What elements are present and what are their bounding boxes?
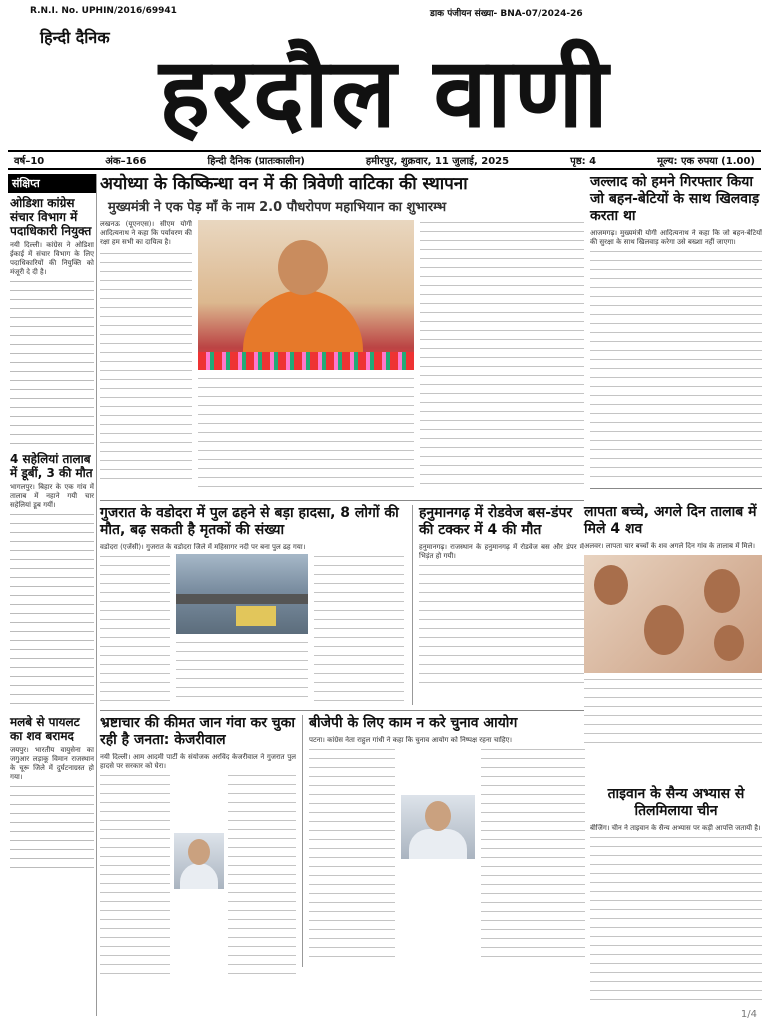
- rahul-col-2: [481, 747, 585, 965]
- dateline-pages: पृष्ठ: 4: [570, 156, 597, 167]
- dateline-place-date: हमीरपुर, शुक्रवार, 11 जुलाई, 2025: [365, 156, 510, 167]
- lead-text-body: [100, 251, 192, 481]
- brief-body-1: [10, 279, 94, 449]
- right-headline-1[interactable]: जल्लाद को हमने गिरफ्तार किया जो बहन-बेटियों के साथ खिलवाड़ करता था: [590, 174, 760, 224]
- child-4: [714, 625, 744, 661]
- bridge-story-body: [100, 554, 405, 704]
- cm-photo: [198, 220, 414, 370]
- bus-text: हनुमानगढ़। राजस्थान के हनुमानगढ़ में रोडवेज बस और डंपर में भिड़ंत हो गयी।: [419, 543, 584, 560]
- bridge-col-2: [176, 640, 308, 702]
- kejriwal-head: [188, 839, 210, 865]
- right-body-1: [590, 249, 762, 484]
- rahul-head: [425, 801, 451, 831]
- kejriwal-shirt: [180, 863, 218, 889]
- masthead: [0, 38, 769, 148]
- brief-headline-1: ओडिशा कांग्रेस संचार विभाग में पदाधिकारी नियुक्त: [10, 196, 92, 238]
- divider: [590, 488, 762, 489]
- right-text-1: आजमगढ़। मुख्यमंत्री योगी आदित्यनाथ ने कहा कि जो बहन-बेटियों की सुरक्षा के साथ खिलवाड़ करेगा उसे बख्शा नहीं जाएगा।: [590, 229, 762, 246]
- rahul-story: [302, 715, 584, 967]
- rahul-col-1: [309, 747, 395, 965]
- rahul-body: [309, 747, 584, 967]
- rahul-shirt: [409, 829, 467, 859]
- rahul-headline[interactable]: बीजेपी के लिए काम न करे चुनाव आयोग: [309, 715, 518, 731]
- lead-text: [100, 220, 192, 490]
- bus-story: [412, 505, 584, 705]
- main-area: [100, 174, 584, 1015]
- kejriwal-headline[interactable]: भ्रष्टाचार की कीमत जान गंवा कर चुका रही है जनता: केजरीवाल: [100, 715, 296, 748]
- children-photo: [584, 555, 762, 673]
- taiwan-story: [590, 786, 762, 1005]
- dateline-year: वर्ष–10: [14, 156, 45, 167]
- bridge-text: वडोदरा (एजेंसी)। गुजरात के वडोदरा जिले में महिसागर नदी पर बना पुल ढह गया।: [100, 543, 306, 551]
- right-column: [584, 174, 762, 832]
- lead-story: [100, 220, 584, 500]
- kejriwal-body: [100, 773, 296, 983]
- bridge-deck: [176, 594, 308, 604]
- masthead-title: हरदौल वाणी: [158, 37, 611, 149]
- kejriwal-col-1: [100, 773, 170, 981]
- children-body: [584, 677, 762, 747]
- taiwan-headline[interactable]: ताइवान के सैन्य अभ्यास से तिलमिलाया चीन: [607, 786, 745, 819]
- cm-face: [278, 240, 328, 295]
- kejriwal-col-2: [228, 773, 296, 981]
- story-row-3: [100, 715, 584, 1015]
- page-number: 1/4: [740, 1009, 757, 1020]
- lead-text-below-photo: [198, 376, 414, 490]
- child-2: [644, 605, 684, 655]
- kejriwal-story: [100, 715, 296, 983]
- bridge-truck: [236, 606, 276, 626]
- rni-number: R.N.I. No. UPHIN/2016/69941: [30, 6, 177, 16]
- flower-garland: [198, 352, 414, 370]
- lead-text-start: लखनऊ (यूएनएस)। सीएम योगी आदित्यनाथ ने कहा कि पर्यावरण की रक्षा हम सभी का दायित्व है।: [100, 220, 192, 246]
- lead-headline[interactable]: अयोध्या के किष्किन्धा वन में की त्रिवेणी वाटिका की स्थापना: [100, 174, 468, 194]
- rahul-photo: [401, 795, 475, 859]
- taiwan-text: बीजिंग। चीन ने ताइवान के सैन्य अभ्यास पर कड़ी आपत्ति जतायी है।: [590, 824, 761, 832]
- dateline-issue: अंक–166: [105, 156, 147, 167]
- postal-registration: डाक पंजीयन संख्या- BNA-07/2024-26: [430, 9, 583, 19]
- child-3: [704, 569, 740, 613]
- rahul-text: पटना। कांग्रेस नेता राहुल गांधी ने कहा कि चुनाव आयोग को निष्पक्ष रहना चाहिए।: [309, 736, 513, 744]
- bridge-story: [100, 505, 405, 704]
- bridge-headline[interactable]: गुजरात के वडोदरा में पुल ढहने से बड़ा हादसा, 8 लोगों की मौत, बढ़ सकती है मृतकों की संख्या: [100, 505, 399, 538]
- bus-body: [419, 563, 584, 683]
- bridge-col-1: [100, 554, 170, 702]
- dateline-edition: हिन्दी दैनिक (प्रातःकालीन): [207, 156, 305, 167]
- bridge-photo: [176, 554, 308, 634]
- divider: [100, 500, 584, 501]
- children-text: अलवर। लापता चार बच्चों के शव अगले दिन गांव के तालाब में मिले।: [584, 542, 755, 550]
- kejriwal-text: नयी दिल्ली। आम आदमी पार्टी के संयोजक अरविंद केजरीवाल ने गुजरात पुल हादसे पर सरकार को घेरा।: [100, 753, 296, 770]
- dateline-price: मूल्य: एक रुपया (1.00): [657, 156, 755, 167]
- children-story: [584, 504, 762, 747]
- paper-subtitle: हिन्दी दैनिक: [40, 28, 110, 47]
- brief-text-1: नयी दिल्ली। कांग्रेस ने ओडिशा ईकाई में संचार विभाग के लिए पदाधिकारियों की नियुक्ति को मंजूरी दे दी है।: [10, 241, 94, 276]
- dateline: [8, 150, 761, 170]
- taiwan-body: [590, 835, 762, 1005]
- brief-body-3: [10, 784, 94, 874]
- bus-headline[interactable]: हनुमानगढ़ में रोडवेज बस-डंपर की टक्कर में 4 की मौत: [419, 505, 573, 538]
- brief-headline-3: मलबे से पायलट का शव बरामद: [10, 715, 80, 743]
- lead-subhead: मुख्यमंत्री ने एक पेड़ माँ के नाम 2.0 पौधरोपण महाभियान का शुभारम्भ: [108, 200, 447, 215]
- divider: [100, 710, 584, 711]
- brief-text-3: जयपुर। भारतीय वायुसेना का जगुआर लड़ाकू विमान राजस्थान के चूरू जिले में दुर्घटनाग्रस्त हो गया।: [10, 746, 94, 781]
- child-1: [594, 565, 628, 605]
- section-header: संक्षिप्त: [8, 174, 96, 193]
- brief-body-2: [10, 512, 94, 712]
- brief-text-2: भागलपुर। बिहार के एक गांव में तालाब में नहाने गयी चार सहेलियां डूब गयीं।: [10, 483, 94, 509]
- kejriwal-photo: [174, 833, 224, 889]
- brief-headline-2: 4 सहेलियां तालाब में डूबीं, 3 की मौत: [10, 452, 93, 480]
- bridge-col-3: [314, 554, 404, 702]
- lead-text-right: [420, 220, 584, 490]
- children-headline[interactable]: लापता बच्चे, अगले दिन तालाब में मिले 4 शव: [584, 504, 757, 537]
- story-row-2: [100, 505, 584, 710]
- brief-column: [8, 174, 97, 1016]
